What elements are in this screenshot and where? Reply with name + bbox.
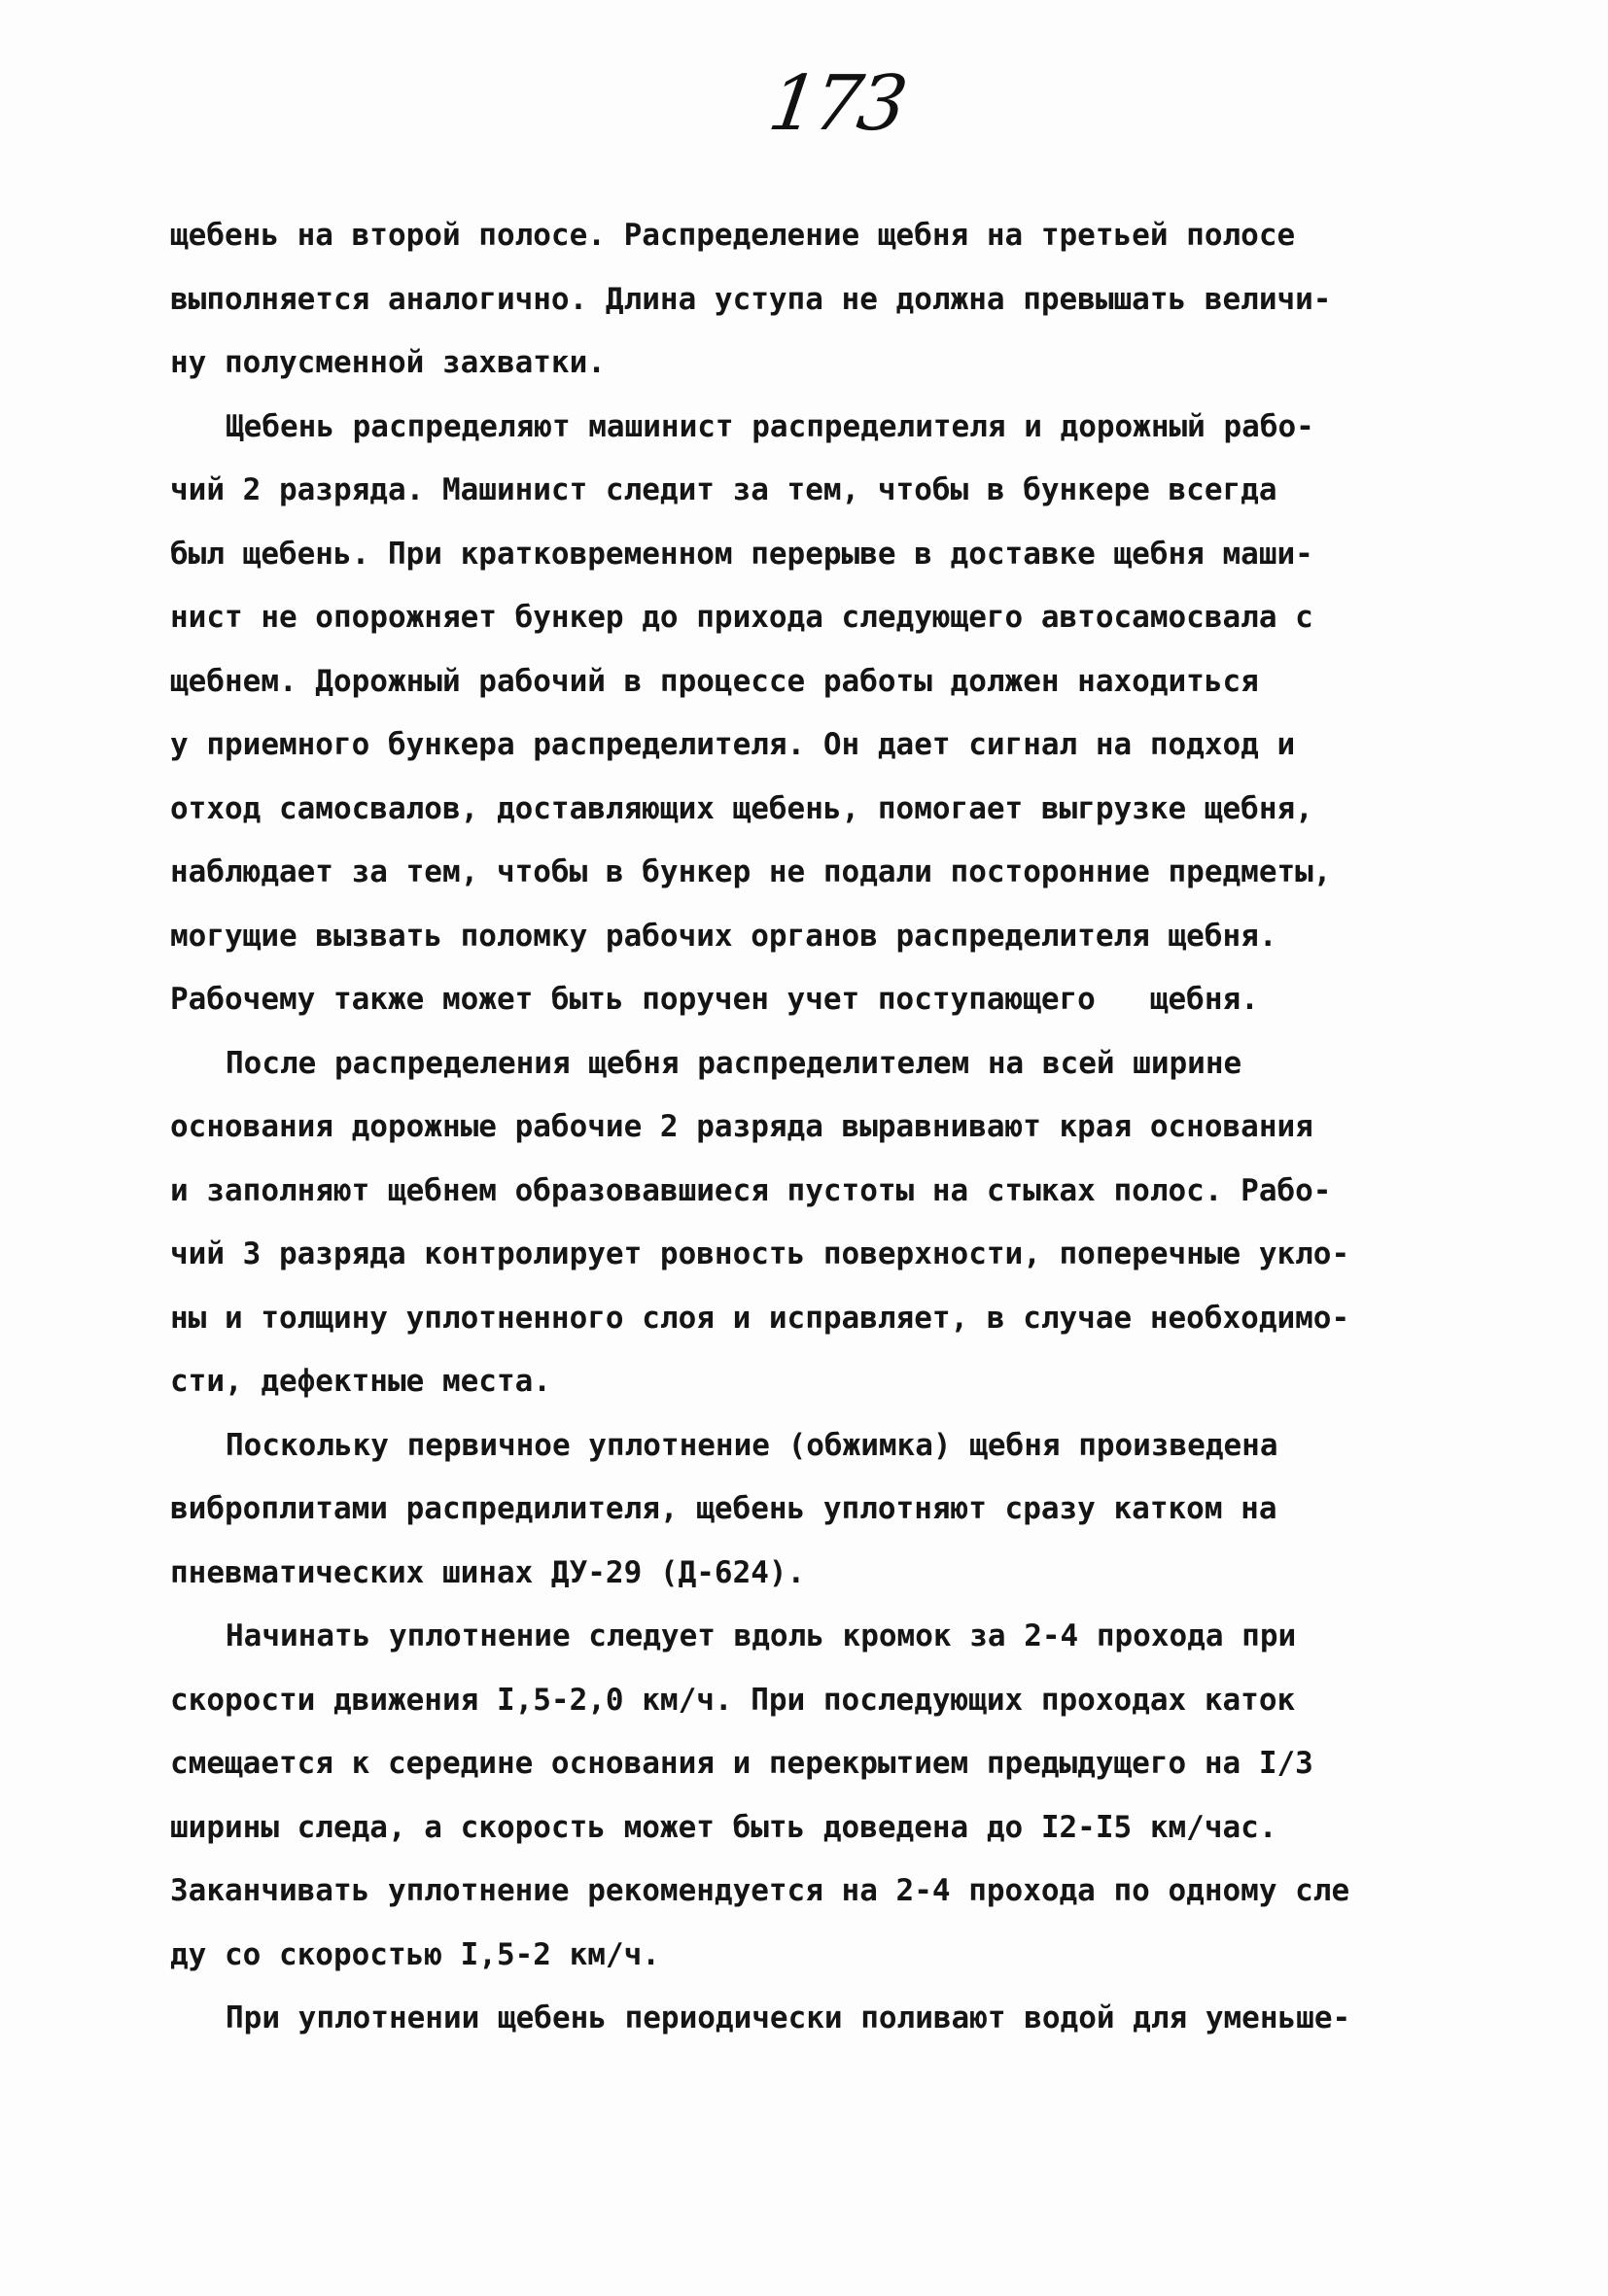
text-line: ширины следа, а скорость может быть доведена до I2-I5 км/час. bbox=[170, 1809, 1277, 1845]
text-line: Щебень распределяют машинист распределителя и дорожный рабо- bbox=[226, 408, 1314, 444]
text-line: ну полусменной захватки. bbox=[170, 345, 606, 380]
text-line: основания дорожные рабочие 2 разряда выравнивают края основания bbox=[170, 1109, 1313, 1144]
text-line: отход самосвалов, доставляющих щебень, помогает выгрузке щебня, bbox=[170, 790, 1313, 826]
text-line: ны и толщину уплотненного слоя и исправляет, в случае необходимо- bbox=[170, 1300, 1350, 1336]
text-line: чий 3 разряда контролирует ровность поверхности, поперечные укло- bbox=[170, 1236, 1350, 1271]
text-line: виброплитами распредилителя, щебень уплотняют сразу катком на bbox=[170, 1491, 1277, 1526]
text-line: Заканчивать уплотнение рекомендуется на 2-4 прохода по одному сле bbox=[170, 1873, 1350, 1908]
text-line: сти, дефектные места. bbox=[170, 1364, 551, 1399]
page-number: 173 bbox=[763, 60, 909, 148]
text-line: и заполняют щебнем образовавшиеся пустоты на стыках полос. Рабо- bbox=[170, 1172, 1332, 1208]
text-line: После распределения щебня распределителем на всей ширине bbox=[226, 1045, 1242, 1081]
text-line: пневматических шинах ДУ-29 (Д-624). bbox=[170, 1554, 806, 1590]
text-line: чий 2 разряда. Машинист следит за тем, чтобы в бункере всегда bbox=[170, 472, 1277, 507]
text-line: выполняется аналогично. Длина уступа не должна превышать величи- bbox=[170, 281, 1332, 317]
text-line: смещается к середине основания и перекрытием предыдущего на I/3 bbox=[170, 1746, 1313, 1781]
text-line: Поскольку первичное уплотнение (обжимка) щебня произведена bbox=[226, 1427, 1278, 1463]
text-line: Рабочему также может быть поручен учет поступающего щебня. bbox=[170, 982, 1259, 1017]
text-line: был щебень. При кратковременном перерыве в доставке щебня маши- bbox=[170, 536, 1313, 572]
text-line: щебень на второй полосе. Распределение щебня на третьей полосе bbox=[170, 218, 1296, 253]
text-line: ду со скоростью I,5-2 км/ч. bbox=[170, 1936, 660, 1972]
text-line: наблюдает за тем, чтобы в бункер не подали посторонние предметы, bbox=[170, 854, 1332, 889]
text-line: могущие вызвать поломку рабочих органов распределителя щебня. bbox=[170, 918, 1277, 954]
text-line: щебнем. Дорожный рабочий в процессе работы должен находиться bbox=[170, 663, 1259, 699]
text-line: скорости движения I,5-2,0 км/ч. При последующих проходах каток bbox=[170, 1682, 1296, 1718]
text-line: При уплотнении щебень периодически поливают водой для уменьше- bbox=[226, 2000, 1351, 2035]
text-line: у приемного бункера распределителя. Он дает сигнал на подход и bbox=[170, 727, 1296, 762]
text-line: Начинать уплотнение следует вдоль кромок за 2-4 прохода при bbox=[226, 1618, 1297, 1653]
document-body bbox=[170, 204, 1463, 2051]
text-line: нист не опорожняет бункер до прихода следующего автосамосвала с bbox=[170, 600, 1313, 635]
